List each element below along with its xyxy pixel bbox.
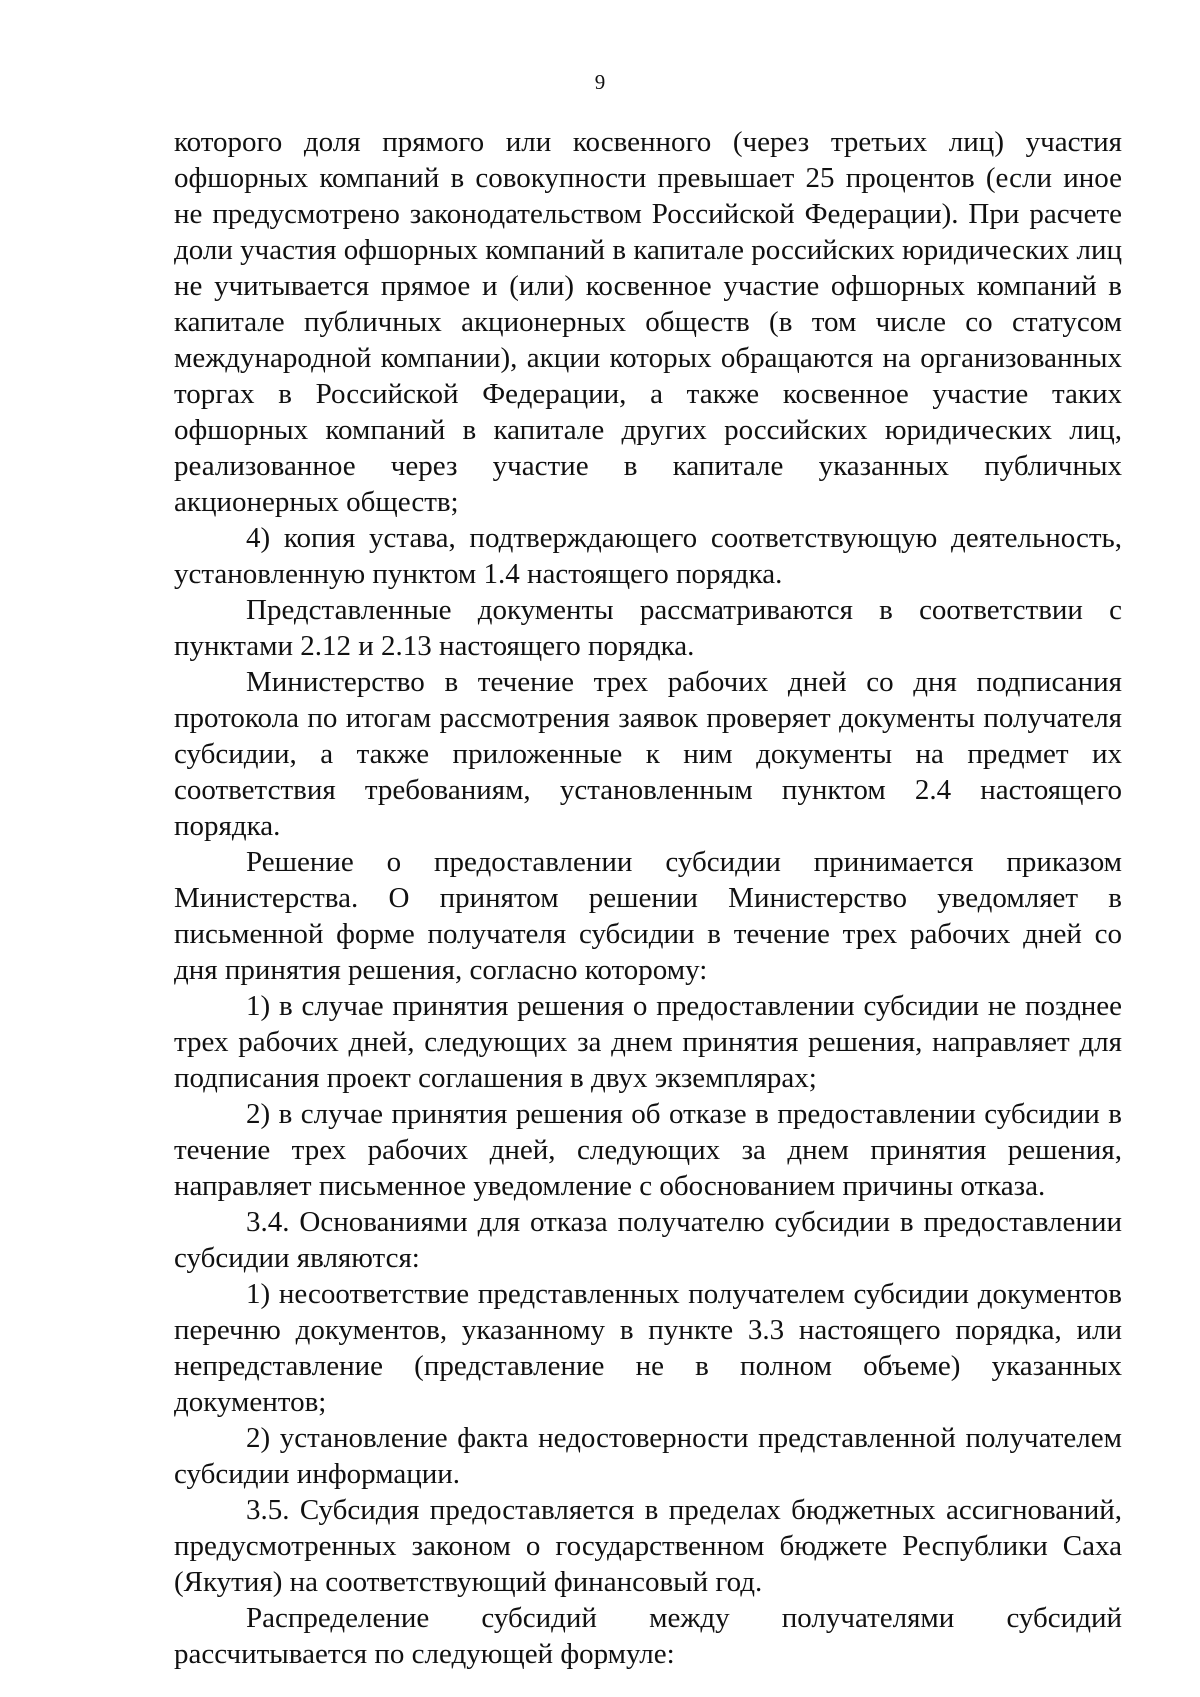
paragraph-distribution-formula: Распределение субсидий между получателями субсидий рассчитывается по следующей формуле: (174, 1602, 1122, 1670)
paragraph-ministry-check: Министерство в течение трех рабочих дней со дня подписания протокола по итогам рассмотрения заявок проверяет документы получателя субсидии, а также приложенные к ним документы на предмет их соответствия требованиям, установленным пунктом 2.4 настоящего порядка. (174, 666, 1122, 842)
paragraph-section-3-4: 3.4. Основаниями для отказа получателю субсидии в предоставлении субсидии являются: (174, 1206, 1122, 1274)
paragraph-offshore-participation: которого доля прямого или косвенного (через третьих лиц) участия офшорных компаний в совокупности превышает 25 процентов (если иное не предусмотрено законодательством Российской Федерации). При расчете доли участия офшорных компаний в капитале российских юридических лиц не учитывается прямое и (или) косвенное участие офшорных компаний в капитале публичных акционерных обществ (в том числе со статусом международной компании), акции которых обращаются на организованных торгах в Российской Федерации, а также косвенное участие таких офшорных компаний в капитале других российских юридических лиц, реализованное через участие в капитале указанных публичных акционерных обществ; (174, 126, 1122, 518)
paragraph-section-3-5: 3.5. Субсидия предоставляется в пределах бюджетных ассигнований, предусмотренных законом о государственном бюджете Республики Саха (Якутия) на соответствующий финансовый год. (174, 1494, 1122, 1598)
paragraph-documents-review: Представленные документы рассматриваются в соответствии с пунктами 2.12 и 2.13 настоящего порядка. (174, 594, 1122, 662)
paragraph-item-4-charter-copy: 4) копия устава, подтверждающего соответствующую деятельность, установленную пунктом 1.4 настоящего порядка. (174, 522, 1122, 590)
paragraph-decision-item-2: 2) в случае принятия решения об отказе в предоставлении субсидии в течение трех рабочих дней, следующих за днем принятия решения, направляет письменное уведомление с обоснованием причины отказа. (174, 1098, 1122, 1202)
paragraph-refusal-item-1: 1) несоответствие представленных получателем субсидии документов перечню документов, указанному в пункте 3.3 настоящего порядка, или непредставление (представление не в полном объеме) указанных документов; (174, 1278, 1122, 1418)
paragraph-refusal-item-2: 2) установление факта недостоверности представленной получателем субсидии информации. (174, 1422, 1122, 1490)
paragraph-decision-item-1: 1) в случае принятия решения о предоставлении субсидии не позднее трех рабочих дней, следующих за днем принятия решения, направляет для подписания проект соглашения в двух экземплярах; (174, 990, 1122, 1094)
paragraph-decision: Решение о предоставлении субсидии принимается приказом Министерства. О принятом решении Министерство уведомляет в письменной форме получателя субсидии в течение трех рабочих дней со дня принятия решения, согласно которому: (174, 846, 1122, 986)
document-body (174, 124, 1122, 1672)
page-number: 9 (594, 70, 606, 94)
